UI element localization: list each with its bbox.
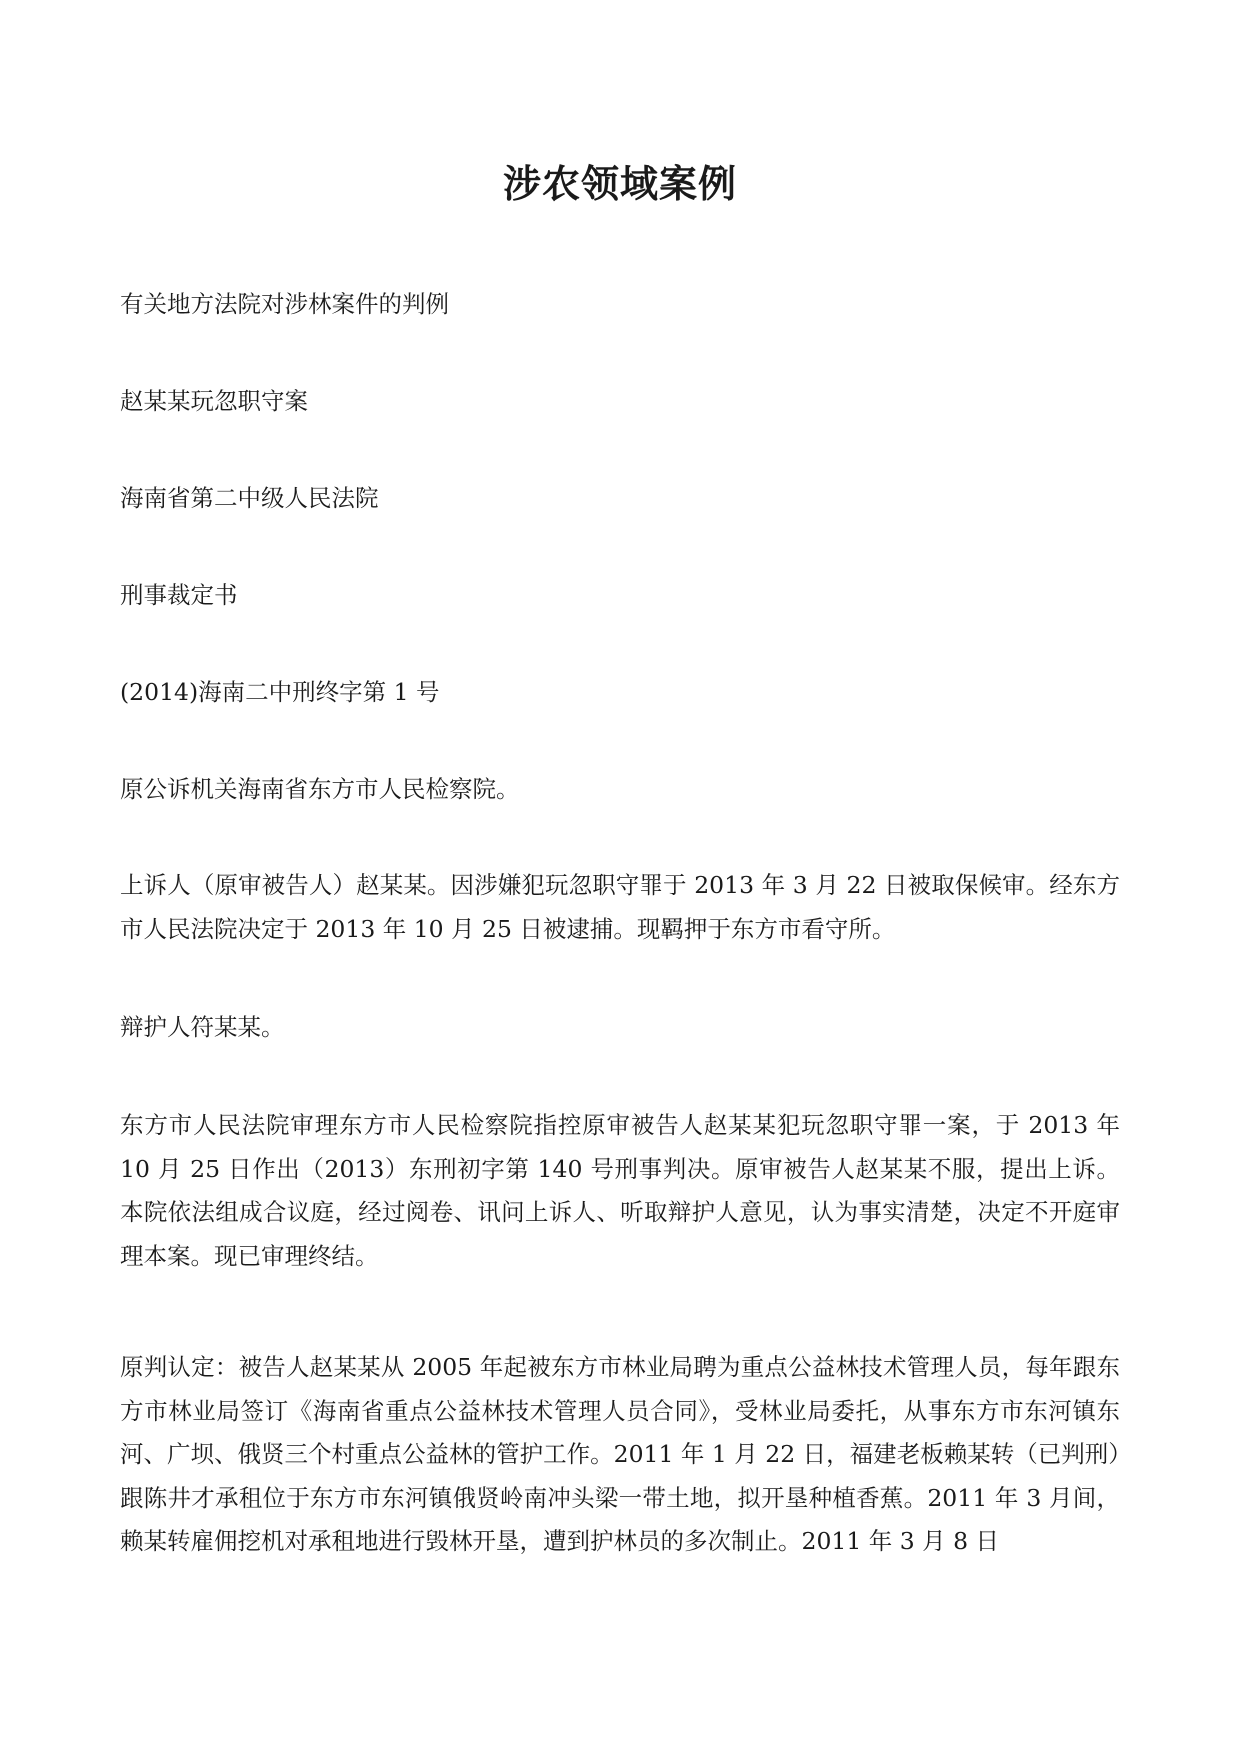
document-title: 涉农领域案例 [502, 161, 737, 206]
case-name: 赵某某玩忽职守案 [120, 387, 308, 415]
appellant-paragraph: 上诉人（原审被告人）赵某某。因涉嫌犯玩忽职守罪于 2013 年 3 月 22 日被取保候审。经东方市人民法院决定于 2013 年 10 月 25 日被逮捕。现羁押于东方市看守所。 [120, 871, 1120, 943]
procedure-paragraph: 东方市人民法院审理东方市人民检察院指控原审被告人赵某某犯玩忽职守罪一案，于 2013 年 10 月 25 日作出（2013）东刑初字第 140 号刑事判决。原审被告人赵某某不服，提出上诉。本院依法组成合议庭，经过阅卷、讯问上诉人、听取辩护人意见，认为事实清楚，决定不开庭审理本案。现已审理终结。 [120, 1111, 1120, 1270]
original-judgment-paragraph: 原判认定：被告人赵某某从 2005 年起被东方市林业局聘为重点公益林技术管理人员，每年跟东方市林业局签订《海南省重点公益林技术管理人员合同》，受林业局委托，从事东方市东河镇东河、广坝、俄贤三个村重点公益林的管护工作。2011 年 1 月 22 日，福建老板赖某转（已判刑）跟陈井才承租位于东方市东河镇俄贤岭南冲头梁一带土地，拟开垦种植香蕉。2011 年 3 月间，赖某转雇佣挖机对承租地进行毁林开垦，遭到护林员的多次制止。2011 年 3 月 8 日 [120, 1353, 1120, 1555]
defender-paragraph: 辩护人符某某。 [120, 1013, 285, 1041]
document-type: 刑事裁定书 [120, 581, 238, 609]
prosecution-organ: 原公诉机关海南省东方市人民检察院。 [120, 775, 520, 803]
case-number: (2014)海南二中刑终字第 1 号 [120, 678, 440, 706]
court-name: 海南省第二中级人民法院 [120, 484, 379, 512]
section-heading: 有关地方法院对涉林案件的判例 [120, 290, 449, 318]
